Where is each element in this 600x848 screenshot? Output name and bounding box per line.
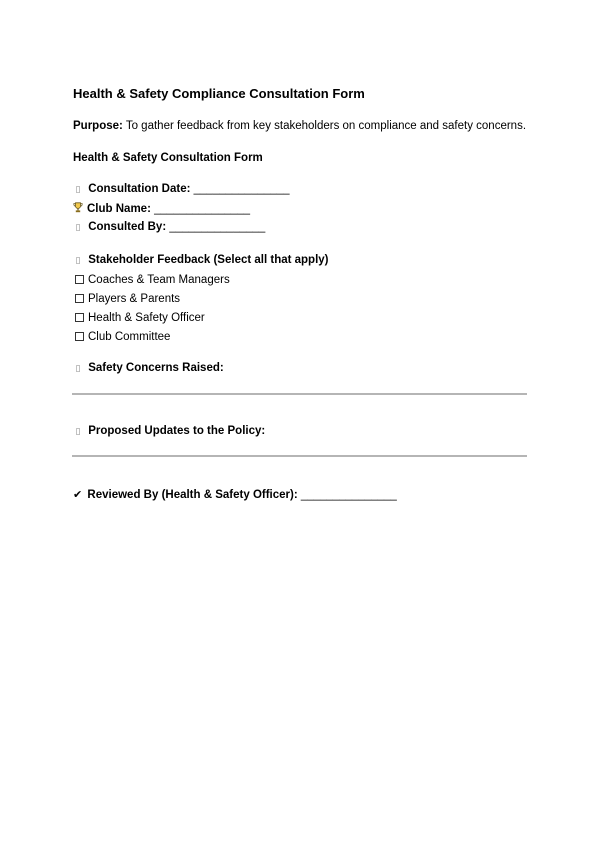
- consultation-date-label: Consultation Date:: [88, 183, 191, 195]
- proposed-updates-heading: [73, 425, 265, 437]
- consulted-by-field[interactable]: [73, 221, 265, 233]
- purpose-label: Purpose:: [73, 120, 123, 132]
- form-subtitle: Health & Safety Consultation Form: [73, 152, 263, 164]
- checkbox-club-committee[interactable]: [75, 331, 170, 343]
- checkbox-label: Club Committee: [88, 331, 171, 343]
- missing-glyph-icon: ▯: [75, 427, 81, 437]
- consulted-by-blank[interactable]: _______________: [169, 221, 266, 233]
- safety-concerns-label: Safety Concerns Raised:: [88, 362, 224, 374]
- club-name-blank[interactable]: _______________: [154, 203, 251, 215]
- missing-glyph-icon: ▯: [75, 185, 81, 195]
- missing-glyph-icon: ▯: [75, 364, 81, 374]
- purpose-line: [73, 120, 526, 132]
- reviewed-by-field[interactable]: [73, 488, 397, 501]
- proposed-updates-label: Proposed Updates to the Policy:: [88, 425, 266, 437]
- checkbox-square[interactable]: [75, 313, 84, 322]
- reviewed-by-label: Reviewed By (Health & Safety Officer):: [87, 489, 298, 501]
- missing-glyph-icon: ▯: [75, 223, 81, 233]
- checkmark-icon: ✔: [73, 488, 83, 501]
- proposed-updates-answer-line[interactable]: [72, 455, 527, 457]
- checkbox-coaches-team-managers[interactable]: [75, 274, 230, 286]
- trophy-icon: [73, 202, 83, 213]
- reviewed-by-blank[interactable]: _______________: [300, 489, 397, 501]
- purpose-text: To gather feedback from key stakeholders on compliance and safety concerns.: [125, 120, 527, 132]
- checkbox-square[interactable]: [75, 294, 84, 303]
- checkbox-label: Coaches & Team Managers: [88, 274, 230, 286]
- consultation-date-blank[interactable]: _______________: [193, 183, 290, 195]
- checkbox-label: Health & Safety Officer: [88, 312, 205, 324]
- missing-glyph-icon: ▯: [75, 256, 81, 266]
- consultation-date-field[interactable]: [73, 183, 290, 195]
- safety-concerns-heading: [73, 362, 224, 374]
- stakeholder-feedback-heading: [73, 254, 329, 266]
- consulted-by-label: Consulted By:: [88, 221, 167, 233]
- checkbox-health-safety-officer[interactable]: [75, 312, 205, 324]
- checkbox-players-parents[interactable]: [75, 293, 180, 305]
- stakeholder-feedback-label: Stakeholder Feedback (Select all that apply): [88, 254, 329, 266]
- club-name-field[interactable]: [73, 202, 250, 215]
- document-title: Health & Safety Compliance Consultation Form: [73, 86, 365, 101]
- safety-concerns-answer-line[interactable]: [72, 393, 527, 395]
- checkbox-square[interactable]: [75, 275, 84, 284]
- checkbox-square[interactable]: [75, 332, 84, 341]
- checkbox-label: Players & Parents: [88, 293, 181, 305]
- club-name-label: Club Name:: [87, 203, 151, 215]
